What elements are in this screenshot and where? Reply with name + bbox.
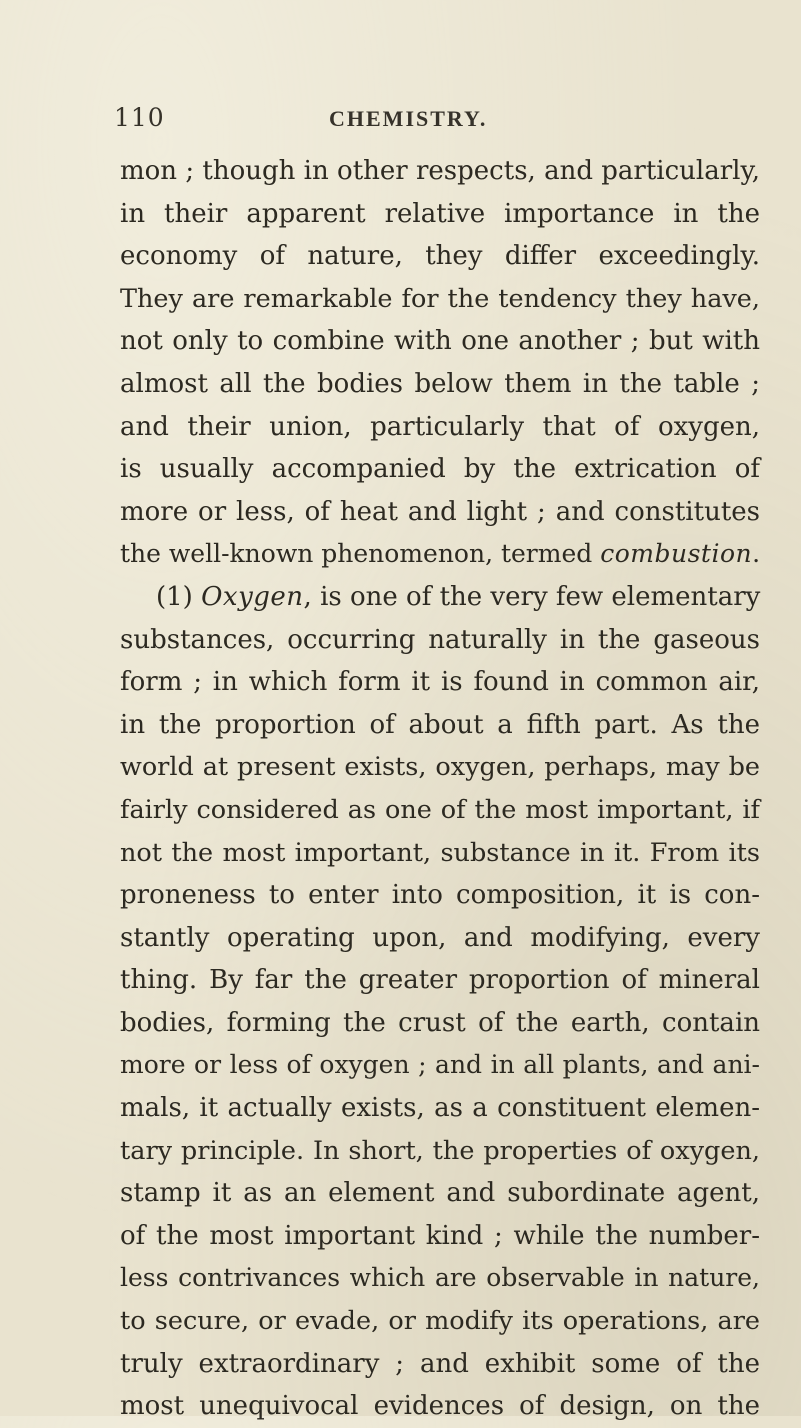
text-line: of the most important kind ; while the number- (120, 1220, 760, 1251)
running-head (0, 103, 801, 143)
text-line: bodies, forming the crust of the earth, contain (120, 1007, 760, 1038)
text-line: not the most important, substance in it. From its (120, 837, 760, 868)
text-line: tary principle. In short, the properties of oxygen, (120, 1135, 760, 1166)
text-segment: (1) (156, 581, 202, 612)
text-line: less contrivances which are observable in nature, (120, 1263, 760, 1293)
text-line: They are remarkable for the tendency they have, (120, 283, 760, 314)
text-line: is usually accompanied by the extrication of (120, 454, 760, 485)
text-segment: the well-known phenomenon, termed (120, 539, 601, 569)
text-segment: . (752, 539, 761, 569)
text-line: economy of nature, they differ exceedingly. (120, 241, 760, 272)
italic-term-combustion: combustion (600, 539, 753, 569)
page-number: 110 (114, 103, 165, 132)
body-text (120, 150, 760, 1428)
text-line: stamp it as an element and subordinate agent, (120, 1178, 760, 1209)
italic-term-oxygen: Oxygen (201, 581, 304, 612)
text-line-with-italic (120, 533, 760, 576)
text-line: world at present exists, oxygen, perhaps, may be (120, 752, 760, 783)
text-line: mon ; though in other respects, and particularly, (120, 156, 760, 186)
text-line: in the proportion of about a fifth part. As the (120, 709, 760, 740)
text-line: in their apparent relative importance in the (120, 198, 760, 229)
text-line: thing. By far the greater proportion of mineral (120, 965, 760, 996)
text-line: form ; in which form it is found in common air, (120, 667, 760, 698)
text-segment: , is one of the very few elementary (303, 581, 761, 612)
text-line: substances, occurring naturally in the gaseous (120, 624, 760, 655)
text-line: and their union, particularly that of oxygen, (120, 411, 760, 442)
text-line: to secure, or evade, or modify its operations, are (120, 1306, 760, 1337)
text-line: truly extraordinary ; and exhibit some of the (120, 1348, 760, 1379)
text-line: not only to combine with one another ; but with (120, 326, 760, 357)
running-title: CHEMISTRY. (329, 106, 488, 131)
paragraph-start-line (120, 576, 760, 619)
text-line: mals, it actually exists, as a constituent elemen- (120, 1093, 760, 1124)
text-line: proneness to enter into composition, it is con- (120, 880, 760, 911)
text-line: almost all the bodies below them in the table ; (120, 368, 760, 399)
text-line: stantly operating upon, and modifying, every (120, 922, 760, 953)
text-line: most unequivocal evidences of design, on the (120, 1391, 760, 1422)
text-line: more or less, of heat and light ; and constitutes (120, 496, 760, 527)
text-line: fairly considered as one of the most important, if (120, 794, 760, 825)
text-line: more or less of oxygen ; and in all plants, and ani- (120, 1050, 760, 1080)
